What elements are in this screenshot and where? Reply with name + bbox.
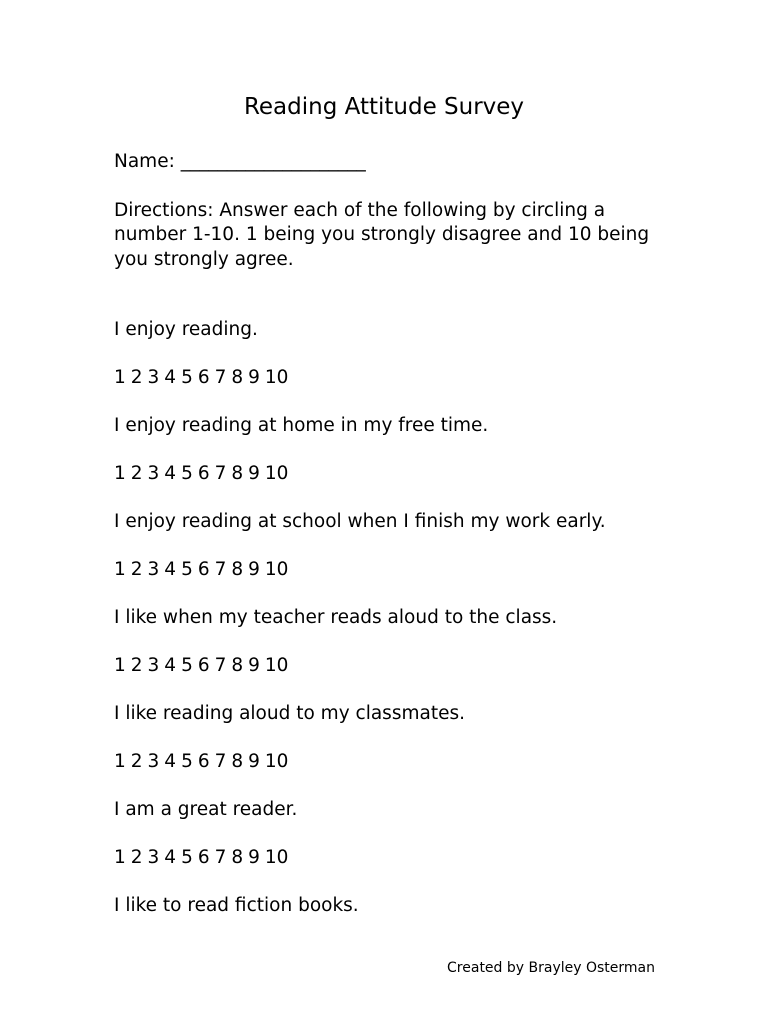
rating-option[interactable]: 1 bbox=[114, 367, 126, 388]
rating-option[interactable]: 3 bbox=[147, 463, 160, 484]
question-text: I enjoy reading. bbox=[114, 319, 258, 340]
rating-option[interactable]: 1 bbox=[114, 655, 126, 676]
rating-option[interactable]: 9 bbox=[248, 751, 260, 772]
rating-option[interactable]: 10 bbox=[264, 463, 289, 484]
rating-option[interactable]: 7 bbox=[214, 751, 227, 772]
rating-option[interactable]: 7 bbox=[214, 367, 227, 388]
page-title: Reading Attitude Survey bbox=[243, 94, 525, 120]
rating-option[interactable]: 10 bbox=[264, 847, 289, 868]
rating-option[interactable]: 4 bbox=[164, 847, 177, 868]
rating-option[interactable]: 2 bbox=[130, 751, 143, 772]
rating-option[interactable]: 9 bbox=[248, 655, 260, 676]
question-list bbox=[114, 318, 674, 919]
rating-option[interactable]: 2 bbox=[130, 367, 143, 388]
question-text: I like reading aloud to my classmates. bbox=[114, 703, 465, 724]
rating-option[interactable]: 5 bbox=[181, 559, 193, 580]
rating-option[interactable]: 8 bbox=[231, 559, 244, 580]
question-text: I like to read fiction books. bbox=[114, 895, 359, 916]
rating-option[interactable]: 1 bbox=[114, 559, 126, 580]
rating-option[interactable]: 10 bbox=[264, 367, 289, 388]
rating-option[interactable]: 6 bbox=[197, 367, 210, 388]
author-credit: Created by Brayley Osterman bbox=[447, 960, 655, 976]
survey-content bbox=[114, 150, 674, 919]
question-item bbox=[114, 606, 674, 679]
rating-option[interactable]: 7 bbox=[214, 463, 227, 484]
rating-option[interactable]: 5 bbox=[181, 463, 193, 484]
rating-option[interactable]: 6 bbox=[197, 655, 210, 676]
rating-option[interactable]: 6 bbox=[197, 847, 210, 868]
rating-option[interactable]: 5 bbox=[181, 847, 193, 868]
rating-option[interactable]: 7 bbox=[214, 655, 227, 676]
rating-option[interactable]: 3 bbox=[147, 655, 160, 676]
rating-option[interactable]: 3 bbox=[147, 559, 160, 580]
rating-option[interactable]: 9 bbox=[248, 847, 260, 868]
rating-option[interactable]: 9 bbox=[248, 367, 260, 388]
rating-scale bbox=[114, 462, 674, 487]
rating-option[interactable]: 2 bbox=[130, 847, 143, 868]
question-text: I enjoy reading at home in my free time. bbox=[114, 415, 489, 436]
rating-option[interactable]: 3 bbox=[147, 367, 160, 388]
rating-option[interactable]: 1 bbox=[114, 751, 126, 772]
rating-option[interactable]: 2 bbox=[130, 463, 143, 484]
rating-scale bbox=[114, 366, 674, 391]
rating-option[interactable]: 7 bbox=[214, 559, 227, 580]
rating-option[interactable]: 4 bbox=[164, 559, 177, 580]
question-text: I enjoy reading at school when I finish my work early. bbox=[114, 511, 606, 532]
rating-option[interactable]: 1 bbox=[114, 463, 126, 484]
name-field[interactable]: Name: ____________________ bbox=[114, 151, 366, 172]
rating-option[interactable]: 9 bbox=[248, 463, 260, 484]
rating-option[interactable]: 5 bbox=[181, 751, 193, 772]
rating-option[interactable]: 4 bbox=[164, 367, 177, 388]
rating-option[interactable]: 8 bbox=[231, 367, 244, 388]
question-item bbox=[114, 318, 674, 391]
question-item bbox=[114, 894, 674, 919]
question-text: I like when my teacher reads aloud to the class. bbox=[114, 607, 558, 628]
question-item bbox=[114, 510, 674, 583]
rating-option[interactable]: 8 bbox=[231, 655, 244, 676]
rating-option[interactable]: 8 bbox=[231, 463, 244, 484]
rating-option[interactable]: 10 bbox=[264, 655, 289, 676]
directions-text: Directions: Answer each of the following by circling a number 1-10. 1 being you strongly disagree and 10 being you strongly agree. bbox=[114, 199, 650, 270]
question-item bbox=[114, 798, 674, 871]
rating-option[interactable]: 1 bbox=[114, 847, 126, 868]
rating-option[interactable]: 6 bbox=[197, 559, 210, 580]
rating-scale bbox=[114, 750, 674, 775]
rating-option[interactable]: 2 bbox=[130, 559, 143, 580]
rating-option[interactable]: 4 bbox=[164, 751, 177, 772]
rating-option[interactable]: 4 bbox=[164, 463, 177, 484]
rating-option[interactable]: 6 bbox=[197, 463, 210, 484]
rating-option[interactable]: 2 bbox=[130, 655, 143, 676]
rating-option[interactable]: 3 bbox=[147, 751, 160, 772]
rating-option[interactable]: 8 bbox=[231, 847, 244, 868]
rating-option[interactable]: 10 bbox=[264, 559, 289, 580]
rating-option[interactable]: 10 bbox=[264, 751, 289, 772]
rating-option[interactable]: 6 bbox=[197, 751, 210, 772]
rating-scale bbox=[114, 654, 674, 679]
question-text: I am a great reader. bbox=[114, 799, 298, 820]
question-item bbox=[114, 414, 674, 487]
question-item bbox=[114, 702, 674, 775]
rating-option[interactable]: 5 bbox=[181, 655, 193, 676]
rating-option[interactable]: 3 bbox=[147, 847, 160, 868]
rating-option[interactable]: 5 bbox=[181, 367, 193, 388]
rating-option[interactable]: 4 bbox=[164, 655, 177, 676]
rating-scale bbox=[114, 558, 674, 583]
rating-scale bbox=[114, 846, 674, 871]
rating-option[interactable]: 9 bbox=[248, 559, 260, 580]
rating-option[interactable]: 7 bbox=[214, 847, 227, 868]
rating-option[interactable]: 8 bbox=[231, 751, 244, 772]
